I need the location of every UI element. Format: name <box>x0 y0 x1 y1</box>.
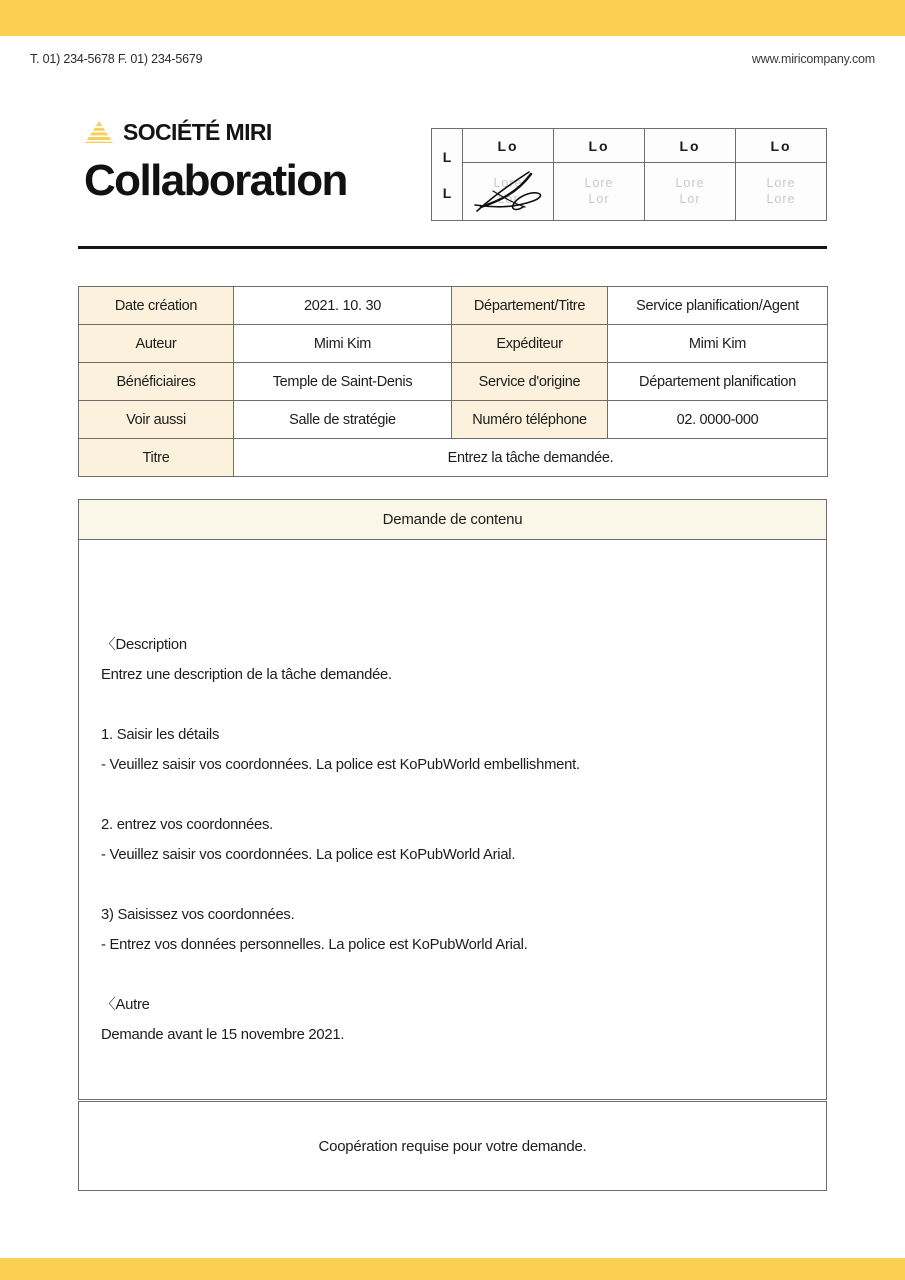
approval-placeholder-3a: Lore <box>675 175 705 190</box>
field-label-titre: Titre <box>79 439 234 477</box>
table-row <box>79 325 828 363</box>
content-line: 〈Autre <box>101 997 150 1013</box>
field-label-beneficiaires: Bénéficiaires <box>79 363 234 401</box>
table-row <box>79 287 828 325</box>
approval-column-3[interactable] <box>645 129 736 220</box>
page-title: Collaboration <box>84 156 347 205</box>
approval-head-3: Lo <box>645 129 735 163</box>
approval-placeholder-2a: Lore <box>584 175 614 190</box>
contact-phone: T. 01) 234-5678 F. 01) 234-5679 <box>30 52 203 66</box>
field-value-expediteur[interactable]: Mimi Kim <box>608 325 828 363</box>
field-label-service-origine: Service d'origine <box>452 363 608 401</box>
approval-side-labels <box>432 129 463 220</box>
approval-body-2[interactable] <box>554 163 644 220</box>
field-value-beneficiaires[interactable]: Temple de Saint-Denis <box>234 363 452 401</box>
approval-column-2[interactable] <box>554 129 645 220</box>
content-line: Entrez une description de la tâche demandée. <box>101 667 392 683</box>
approval-placeholder-1a: Lore <box>493 175 523 190</box>
approval-body-3[interactable] <box>645 163 735 220</box>
footer-note-text: Coopération requise pour votre demande. <box>318 1137 587 1155</box>
footer-note-box <box>78 1101 827 1191</box>
content-section-heading: Demande de contenu <box>78 499 827 540</box>
field-value-auteur[interactable]: Mimi Kim <box>234 325 452 363</box>
field-value-titre[interactable]: Entrez la tâche demandée. <box>234 439 828 477</box>
field-label-departement-titre: Département/Titre <box>452 287 608 325</box>
content-line-spacer <box>101 780 826 810</box>
field-value-numero-telephone[interactable]: 02. 0000-000 <box>608 401 828 439</box>
title-divider <box>78 246 827 249</box>
company-name: SOCIÉTÉ MIRI <box>123 118 272 145</box>
contact-website: www.miricompany.com <box>751 52 875 66</box>
approval-column-4[interactable] <box>736 129 826 220</box>
approval-head-4: Lo <box>736 129 826 163</box>
field-value-departement-titre[interactable]: Service planification/Agent <box>608 287 828 325</box>
approval-head-2: Lo <box>554 129 644 163</box>
approval-side-label-2: L <box>442 184 452 201</box>
field-label-voir-aussi: Voir aussi <box>79 401 234 439</box>
table-row <box>79 363 828 401</box>
brand-line <box>84 118 484 146</box>
content-line: 2. entrez vos coordonnées. <box>101 817 273 833</box>
content-line: Demande avant le 15 novembre 2021. <box>101 1027 345 1043</box>
top-accent-bar <box>0 0 905 36</box>
approval-head-1: Lo <box>463 129 553 163</box>
content-line-spacer <box>101 690 826 720</box>
approval-side-label-1: L <box>442 148 452 165</box>
table-row <box>79 439 828 477</box>
field-label-numero-telephone: Numéro téléphone <box>452 401 608 439</box>
approval-signature-box <box>431 128 827 221</box>
approval-body-1[interactable] <box>463 163 553 220</box>
content-line: - Veuillez saisir vos coordonnées. La police est KoPubWorld embellishment. <box>101 757 580 773</box>
field-value-service-origine[interactable]: Département planification <box>608 363 828 401</box>
field-label-expediteur: Expéditeur <box>452 325 608 363</box>
field-label-date-creation: Date création <box>79 287 234 325</box>
content-line: - Veuillez saisir vos coordonnées. La police est KoPubWorld Arial. <box>101 847 516 863</box>
bottom-accent-bar <box>0 1258 905 1280</box>
approval-placeholder-4b: Lore <box>766 191 796 206</box>
brand-block <box>84 118 484 204</box>
field-value-date-creation[interactable]: 2021. 10. 30 <box>234 287 452 325</box>
approval-placeholder-1b: Lor <box>497 191 519 206</box>
approval-placeholder-4a: Lore <box>766 175 796 190</box>
pyramid-icon <box>84 120 114 144</box>
field-label-auteur: Auteur <box>79 325 234 363</box>
content-line: 3) Saisissez vos coordonnées. <box>101 907 295 923</box>
document-info-table <box>78 286 828 477</box>
table-row <box>79 401 828 439</box>
content-request-body[interactable] <box>78 540 827 1100</box>
approval-placeholder-3b: Lor <box>679 191 701 206</box>
content-line-spacer <box>101 870 826 900</box>
content-line-spacer <box>101 960 826 990</box>
content-line: 1. Saisir les détails <box>101 727 220 743</box>
approval-column-1[interactable] <box>463 129 554 220</box>
content-line: - Entrez vos données personnelles. La police est KoPubWorld Arial. <box>101 937 528 953</box>
field-value-voir-aussi[interactable]: Salle de stratégie <box>234 401 452 439</box>
approval-grid <box>463 129 826 220</box>
approval-placeholder-2b: Lor <box>588 191 610 206</box>
contact-bar <box>0 52 905 74</box>
approval-body-4[interactable] <box>736 163 826 220</box>
content-line: 〈Description <box>101 637 187 653</box>
